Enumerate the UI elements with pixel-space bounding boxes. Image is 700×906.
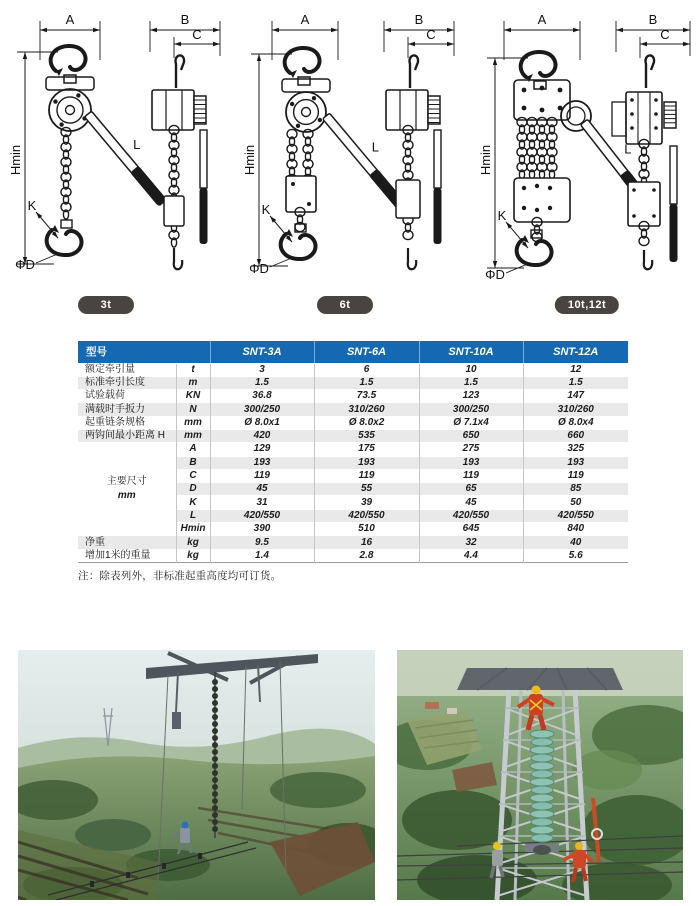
dim-label: B [414,12,424,27]
table-cell-unit: kg [176,549,210,562]
table-header-snt10a: SNT-10A [419,341,523,363]
table-row [78,536,628,549]
dim-label: C [426,27,436,42]
capacity-badge-6t: 6t [317,296,373,314]
dim-label: ΦD [249,261,269,276]
table-cell-value: 65 [419,483,523,496]
table-cell-value: 390 [210,523,314,536]
table-cell-value: 50 [523,496,628,509]
hoist-drawing-10t12t-svg [478,10,693,288]
table-cell-value: 45 [419,496,523,509]
table-cell-value: 420 [210,429,314,442]
table-cell-label: 满载时手扳力 [78,403,176,416]
dim-label: C [192,27,202,42]
table-cell-value: 55 [314,483,419,496]
dim-label: Hmin [242,144,257,176]
table-cell-label: 增加1米的重量 [78,549,176,562]
table-cell-value: 9.5 [210,536,314,549]
table-cell-unit: D [176,483,210,496]
table-cell-value: 119 [314,469,419,482]
table-cell-value: 119 [523,469,628,482]
table-cell-value: 4.4 [419,549,523,562]
table-cell-value: 420/550 [314,509,419,522]
table-cell-unit: A [176,443,210,456]
table-cell-value: 45 [210,483,314,496]
table-cell-unit: K [176,496,210,509]
table-cell-unit: L [176,509,210,522]
table-cell-dim-group [78,443,176,536]
photo-aerial-tower-work [18,650,375,900]
table-row [78,376,628,389]
table-cell-value: 85 [523,483,628,496]
dim-label: A [300,12,310,27]
table-cell-label: 试验载荷 [78,390,176,403]
table-row [78,429,628,442]
hoist-drawing-10t12t [478,10,693,288]
table-cell-value: 36.8 [210,390,314,403]
table-cell-value: 193 [419,456,523,469]
dim-label: ΦD [485,267,505,282]
capacity-badge-3t: 3t [78,296,134,314]
table-cell-label: 两钩间最小距离 H [78,429,176,442]
table-cell-label: 标准牵引长度 [78,376,176,389]
table-cell-label: 起重链条规格 [78,416,176,429]
table-cell-unit: Hmin [176,523,210,536]
table-cell-value: 5.6 [523,549,628,562]
table-cell-value: 325 [523,443,628,456]
table-cell-value: 420/550 [523,509,628,522]
photo-tower-workers [397,650,683,900]
table-header-row [78,341,628,363]
dim-label: K [261,202,271,217]
table-cell-value: 32 [419,536,523,549]
table-cell-unit: mm [176,429,210,442]
dim-label: L [133,136,141,152]
table-cell-unit: N [176,403,210,416]
dim-label: ΦD [15,257,35,272]
table-cell-unit: B [176,456,210,469]
table-cell-value: 645 [419,523,523,536]
table-cell-value: 193 [210,456,314,469]
table-cell-unit: kg [176,536,210,549]
dim-label: C [660,27,670,42]
photo-left-illustration [18,650,375,900]
dim-label: L [371,139,380,155]
table-cell-value: 510 [314,523,419,536]
table-cell-value: Ø 7.1x4 [419,416,523,429]
table-cell-label: 净重 [78,536,176,549]
table-cell-value: 535 [314,429,419,442]
table-cell-value: 193 [523,456,628,469]
table-cell-unit: mm [176,416,210,429]
table-cell-unit: t [176,363,210,376]
table-header-snt3a: SNT-3A [210,341,314,363]
table-cell-value: 420/550 [210,509,314,522]
dim-label: Hmin [8,144,23,176]
table-row [78,390,628,403]
table-row [78,363,628,376]
table-cell-value: Ø 8.0x2 [314,416,419,429]
table-cell-value: 1.5 [210,376,314,389]
table-cell-value: 193 [314,456,419,469]
spec-table [78,341,628,563]
dim-label: B [648,12,658,27]
hoist-drawing-3t-svg [8,10,223,288]
table-cell-value: 310/260 [523,403,628,416]
table-cell-value: 31 [210,496,314,509]
table-cell-value: Ø 8.0x4 [523,416,628,429]
table-cell-value: 16 [314,536,419,549]
table-cell-value: 40 [523,536,628,549]
table-cell-value: 10 [419,363,523,376]
table-cell-value: 129 [210,443,314,456]
table-cell-value: 1.5 [523,376,628,389]
table-cell-value: 175 [314,443,419,456]
dim-label: L [624,141,632,157]
hoist-drawing-3t [8,10,223,288]
dim-label: B [180,12,190,27]
table-cell-value: Ø 8.0x1 [210,416,314,429]
table-cell-value: 6 [314,363,419,376]
dim-label: Hmin [478,144,493,176]
dim-group-title: 主要尺寸 [106,476,147,488]
table-cell-value: 300/250 [210,403,314,416]
dim-label: K [497,208,507,223]
table-row [78,416,628,429]
table-cell-value: 119 [210,469,314,482]
table-row [78,403,628,416]
table-cell-value: 123 [419,390,523,403]
dim-group-unit: mm [117,490,136,502]
table-cell-value: 275 [419,443,523,456]
table-cell-value: 650 [419,429,523,442]
table-cell-value: 39 [314,496,419,509]
capacity-badge-10t12t: 10t,12t [555,296,619,314]
table-cell-value: 840 [523,523,628,536]
table-footnote: 注：除表列外，非标准起重高度均可订货。 [78,569,282,582]
table-row [78,549,628,562]
photo-right-illustration [397,650,683,900]
hoist-drawing-6t-svg [242,10,457,288]
table-cell-value: 12 [523,363,628,376]
table-cell-value: 1.5 [419,376,523,389]
table-header-model: 型号 [78,341,210,363]
table-cell-value: 2.8 [314,549,419,562]
table-cell-value: 3 [210,363,314,376]
table-cell-value: 73.5 [314,390,419,403]
table-cell-value: 1.4 [210,549,314,562]
technical-drawings [0,10,700,330]
table-cell-value: 310/260 [314,403,419,416]
hoist-drawing-6t [242,10,457,288]
table-row [78,443,628,456]
spec-section [78,341,628,582]
table-cell-value: 420/550 [419,509,523,522]
photo-gallery [0,650,700,900]
dim-label: A [65,12,75,27]
table-cell-label: 额定牵引量 [78,363,176,376]
table-cell-value: 660 [523,429,628,442]
table-cell-unit: m [176,376,210,389]
table-cell-value: 300/250 [419,403,523,416]
table-cell-value: 119 [419,469,523,482]
table-cell-value: 1.5 [314,376,419,389]
table-cell-value: 147 [523,390,628,403]
dim-label: K [27,198,37,213]
dim-label: A [537,12,547,27]
table-cell-unit: C [176,469,210,482]
table-header-snt6a: SNT-6A [314,341,419,363]
table-cell-unit: KN [176,390,210,403]
table-header-snt12a: SNT-12A [523,341,628,363]
